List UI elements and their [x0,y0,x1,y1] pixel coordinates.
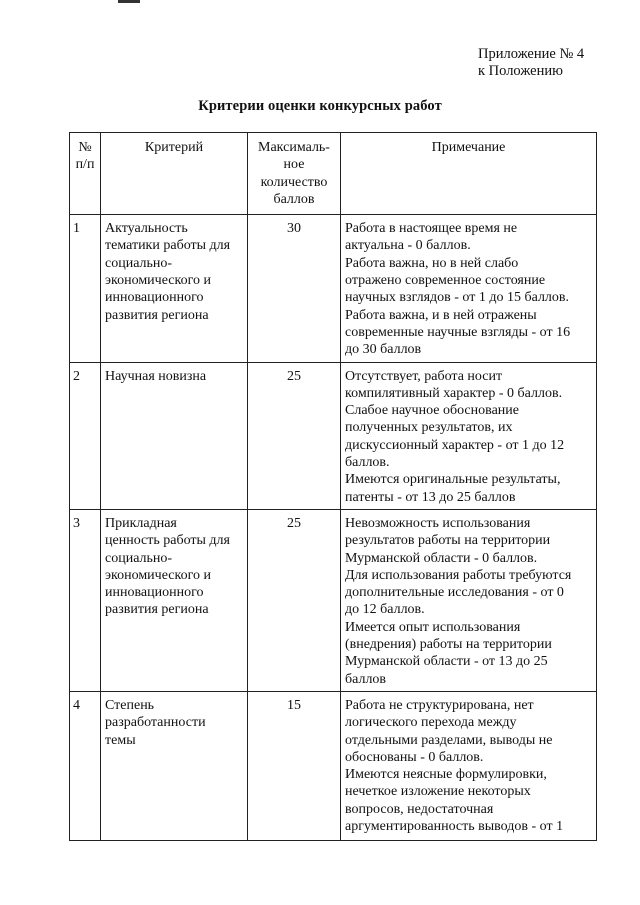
table-row [70,509,597,691]
criterion-cell: Научная новизна [101,362,248,509]
row-number: 4 [70,691,101,840]
row-number: 2 [70,362,101,509]
appendix-line: к Положению [478,63,563,79]
row-number: 3 [70,509,101,691]
table-row [70,691,597,840]
table-row [70,215,597,362]
header-num: № п/п [70,133,101,215]
document-title: Критерии оценки конкурсных работ [198,98,442,114]
scan-mark [118,0,140,3]
appendix-reference [478,46,584,80]
max-score-cell: 25 [248,362,341,509]
appendix-line: Приложение № 4 [478,46,585,62]
header-criterion: Критерий [101,133,248,215]
row-number: 1 [70,215,101,362]
max-score-cell: 25 [248,509,341,691]
header-max-score: Максималь- ное количество баллов [248,133,341,215]
table-header-row [70,133,597,215]
note-cell: Работа в настоящее время не актуальна - 0 баллов. Работа важна, но в ней слабо отражено современное состояние научных взглядов - от 1 до 15 баллов. Работа важна, и в ней отражены современные научные взгляды - от 16 до 30 баллов [341,215,597,362]
note-cell: Отсутствует, работа носит компилятивный характер - 0 баллов. Слабое научное обоснование полученных результатов, их дискуссионный характер - от 1 до 12 баллов. Имеются оригинальные результаты, патенты - от 13 до 25 баллов [341,362,597,509]
note-cell: Работа не структурирована, нет логического перехода между отдельными разделами, выводы не обоснованы - 0 баллов. Имеются неясные формулировки, нечеткое изложение некоторых вопросов, недостаточная аргументированность выводов - от 1 [341,691,597,840]
table-row [70,362,597,509]
criteria-table [69,132,597,841]
criterion-cell: Актуальность тематики работы для социально- экономического и инновационного развития региона [101,215,248,362]
max-score-cell: 30 [248,215,341,362]
max-score-cell: 15 [248,691,341,840]
header-note: Примечание [341,133,597,215]
criterion-cell: Прикладная ценность работы для социально- экономического и инновационного развития региона [101,509,248,691]
note-cell: Невозможность использования результатов работы на территории Мурманской области - 0 баллов. Для использования работы требуются дополнительные исследования - от 0 до 12 баллов. Имеется опыт использования (внедрения) работы на территории Мурманской области - от 13 до 25 баллов [341,509,597,691]
criterion-cell: Степень разработанности темы [101,691,248,840]
